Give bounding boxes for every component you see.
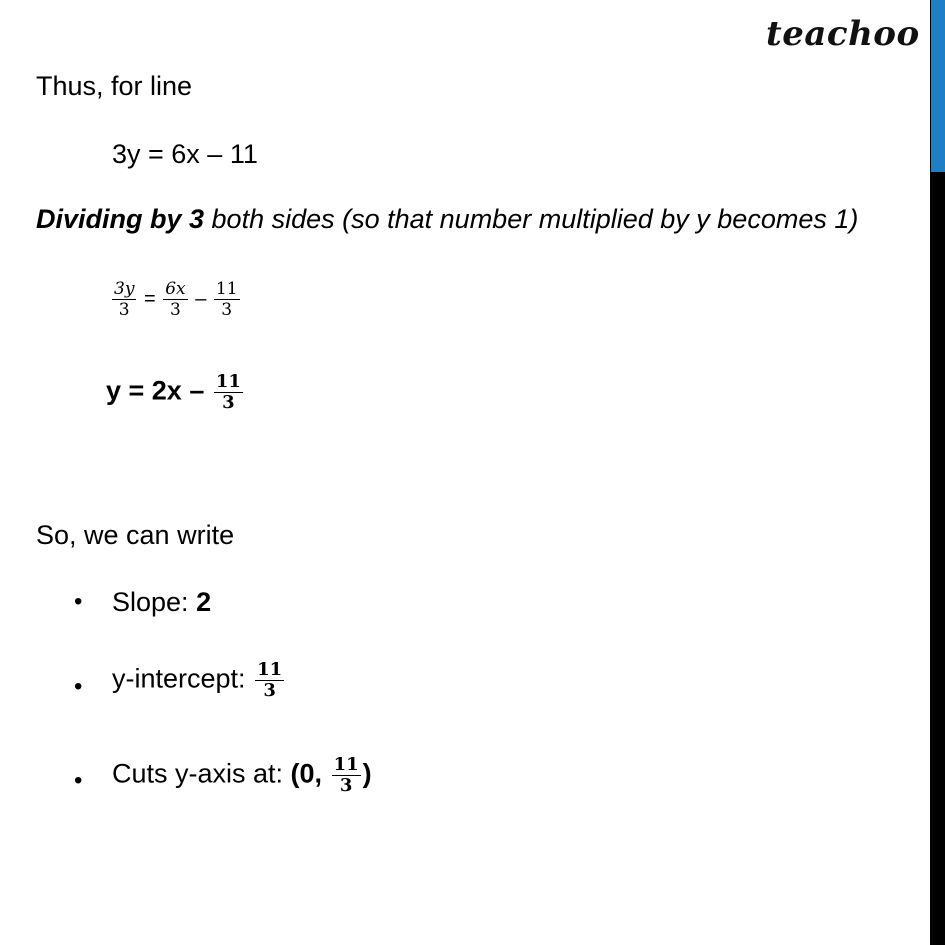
- bullet-intercept: [112, 660, 286, 701]
- scrollbar-thumb[interactable]: [931, 0, 945, 172]
- fraction-numerator: 11: [215, 371, 241, 392]
- scrollbar[interactable]: [930, 0, 945, 945]
- so-we-can-write: So, we can write: [36, 520, 235, 550]
- fraction-denominator: 3: [222, 392, 235, 413]
- fraction-11-over-3: [214, 279, 240, 320]
- line-equation: 3y = 6x – 11: [112, 139, 258, 169]
- result-prefix: y = 2x –: [106, 375, 205, 406]
- fraction-numerator: 11: [333, 754, 359, 775]
- cuts-close: ): [362, 758, 372, 789]
- bullet-marker: •: [74, 767, 83, 794]
- bullet-cuts-y-axis: [112, 755, 372, 796]
- slope-label: Slope:: [112, 587, 197, 617]
- intro-text: Thus, for line: [36, 71, 193, 101]
- minus-sign: –: [195, 287, 207, 310]
- fraction-3y-over-3: [112, 279, 136, 320]
- dividing-rest-text: both sides (so that number multiplied by y becomes 1): [204, 204, 859, 234]
- fraction-numerator: 11: [215, 279, 238, 299]
- teachoo-logo: teachoo: [766, 14, 920, 54]
- bullet-slope: [112, 586, 211, 618]
- fraction-denominator: 3: [339, 775, 353, 796]
- fraction-numerator: 11: [257, 659, 283, 680]
- bullet-marker: •: [74, 673, 83, 700]
- fraction-numerator: 3y: [114, 279, 135, 299]
- dividing-instruction: [36, 203, 858, 235]
- fraction-denominator: 3: [118, 300, 130, 320]
- result-fraction: [214, 372, 243, 413]
- fraction-numerator: 6x: [165, 279, 186, 299]
- equals-sign: =: [143, 287, 156, 310]
- intercept-label: y-intercept:: [112, 663, 254, 694]
- fraction-6x-over-3: [163, 279, 187, 320]
- division-step: [110, 279, 242, 320]
- fraction-denominator: 3: [170, 300, 181, 320]
- slope-value: 2: [196, 587, 212, 617]
- intercept-fraction: [255, 660, 284, 701]
- cuts-fraction: [332, 755, 361, 796]
- fraction-denominator: 3: [221, 300, 233, 320]
- bullet-marker: •: [74, 588, 83, 615]
- dividing-bold-text: Dividing by 3: [36, 204, 205, 234]
- cuts-label: Cuts y-axis at:: [112, 758, 291, 789]
- fraction-denominator: 3: [263, 680, 276, 701]
- result-equation: [106, 372, 245, 413]
- cuts-open: (0,: [290, 758, 330, 789]
